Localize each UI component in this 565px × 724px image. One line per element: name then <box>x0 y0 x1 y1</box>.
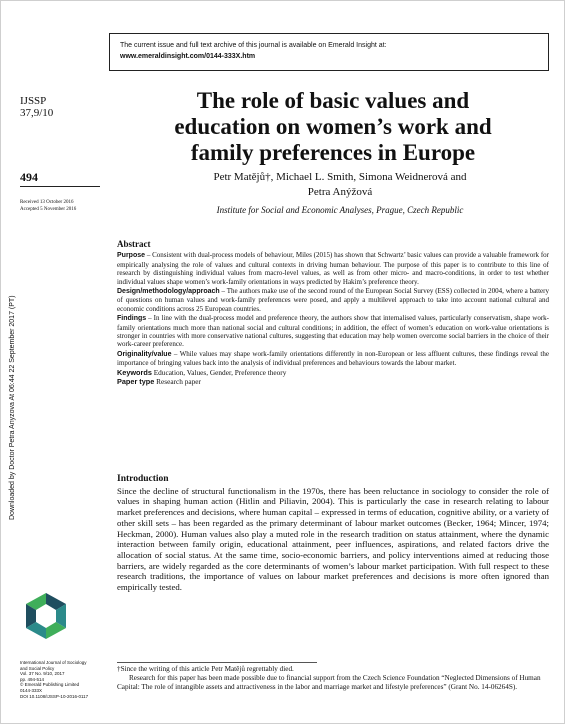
abstract-heading: Abstract <box>117 239 151 249</box>
keywords-label: Keywords <box>117 367 152 377</box>
meta-line: Vol. 37 No. 9/10, 2017 <box>20 671 65 677</box>
paper-type-text: Research paper <box>154 377 201 387</box>
footnote-2: Research for this paper has been made possible due to financial support from the Czech Science Foundation “Neglected Dimensions of Human Capital: The role of intangible assets and attractiveness in the labor and marriage market and lifestyle preferences” (Grant No. 14-06264S). <box>117 674 541 691</box>
title-line-1: The role of basic values and <box>196 88 470 113</box>
access-notice-text: The current issue and full text archive of this journal is available on Emerald Insight at: <box>120 42 387 49</box>
meta-line: pp. 494-514 <box>20 676 45 682</box>
abstract-purpose <box>117 251 549 286</box>
title-line-3: family preferences in Europe <box>190 140 476 165</box>
introduction-text: Since the decline of structural functionalism in the 1970s, there has been reluctance in sociology to consider the role of values in shaping human action (Hitlin and Piliavin, 2004). This is particularly the case in research relating to labour market preferences and decisions, where human capital – expressed in terms of education, cognitive ability, or a variety of other skill sets – has been regarded as the primary determinant of labour market outcomes (Becker, 1964; Mincer, 1974; Heckman, 2000). Human values also play a muted role in the research tradition on status attainment, where the dynamic interaction between family origin, educational attainment, peer influences, aspirations, and related factors drive the allocation of social status. At the same time, socio-economic barriers, and policy interventions aimed at reducing those barriers, are widely regarded as the core determinants of women’s labour market participation. With full respect to these research traditions, the importance of values on labour market preferences and decisions is more often ignored than empirically tested. <box>117 485 549 593</box>
purpose-text: – Consistent with dual-process models of behaviour, Miles (2015) has shown that Schwartz’ basic values can provide a valuable framework for empirically analysing the role of values and cultural contexts in driving human behaviour. The purpose of this paper is to contribute to this line of research by distinguishing individual values from macro-level values, as well as from other micro- and macro-conditions, in order to test whether individual values shape women’s work-family orientations in ways predicted by Hakim’s preference theory. <box>117 251 549 286</box>
introduction-section <box>117 474 549 593</box>
journal-code: IJSSP <box>20 95 47 107</box>
submission-dates <box>20 199 76 213</box>
design-label: Design/methodology/approach <box>117 288 220 296</box>
emerald-logo-icon <box>26 593 66 639</box>
abstract-originality <box>117 350 549 368</box>
footnotes <box>117 665 549 692</box>
journal-volume: 37,9/10 <box>20 107 54 119</box>
meta-line: DOI 10.1108/IJSSP-10-2016-0117 <box>20 693 89 699</box>
received-date: Received 13 October 2016 <box>20 200 74 205</box>
purpose-label: Purpose <box>117 252 146 260</box>
findings-text: – In line with the dual-process model and preference theory, the authors show that internalised values, particularly conservatism, shape work-family orientations much more than national social and cultural conditions; in addition, the effect of women’s education on work-value orientations is stronger in countries with more conservative national cultures, suggesting that education may help women overcome social barriers in the choice of their work-career preference. <box>117 314 549 349</box>
affiliation: Institute for Social and Economic Analyses, Prague, Czech Republic <box>216 205 464 215</box>
meta-line: 0144-333X <box>20 687 43 693</box>
footnote-1: †Since the writing of this article Petr Matějů regrettably died. <box>117 665 294 673</box>
paper-type <box>117 378 549 386</box>
journal-meta <box>20 660 110 699</box>
originality-text: – While values may shape work-family orientations differently in non-European or less affluent cultures, these findings reveal the importance of bringing values back into the analysis of individual preferences and behaviours towards the labour market. <box>117 349 549 368</box>
download-stamp: Downloaded by Doctor Petra Anyzova At 06:44 22 September 2017 (PT) <box>9 295 16 520</box>
paper-type-label: Paper type <box>117 377 155 387</box>
meta-line: and Social Policy <box>20 665 55 671</box>
design-text: – The authors make use of the second round of the European Social Survey (ESS) collected in 2004, where a battery of questions on human values and work-family preferences were posed, and apply a multilevel approach to take into account national cultural and economic conditions across 25 European countries. <box>117 287 549 313</box>
footnote-rule <box>117 662 317 663</box>
journal-url-link[interactable]: www.emeraldinsight.com/0144-333X.htm <box>120 53 256 60</box>
keywords <box>117 369 549 377</box>
page-number-rule <box>20 186 100 187</box>
page-number: 494 <box>20 170 38 184</box>
authors-line-1: Petr Matějů†, Michael L. Smith, Simona Weidnerová and <box>213 171 467 183</box>
authors <box>190 170 490 200</box>
authors-line-2: Petra Anýžová <box>307 186 373 198</box>
article-title <box>108 88 558 166</box>
meta-line: © Emerald Publishing Limited <box>20 682 80 688</box>
abstract-section <box>117 240 549 388</box>
findings-label: Findings <box>117 315 147 323</box>
meta-line: International Journal of Sociology <box>20 660 87 665</box>
abstract-findings <box>117 314 549 349</box>
title-line-2: education on women’s work and <box>174 114 492 139</box>
access-notice <box>109 33 549 71</box>
accepted-date: Accepted 5 November 2016 <box>20 207 77 212</box>
journal-code-block <box>20 95 53 119</box>
originality-label: Originality/value <box>117 350 172 358</box>
abstract-design <box>117 287 549 313</box>
keywords-text: Education, Values, Gender, Preference theory <box>151 367 287 377</box>
introduction-heading: Introduction <box>117 474 169 484</box>
